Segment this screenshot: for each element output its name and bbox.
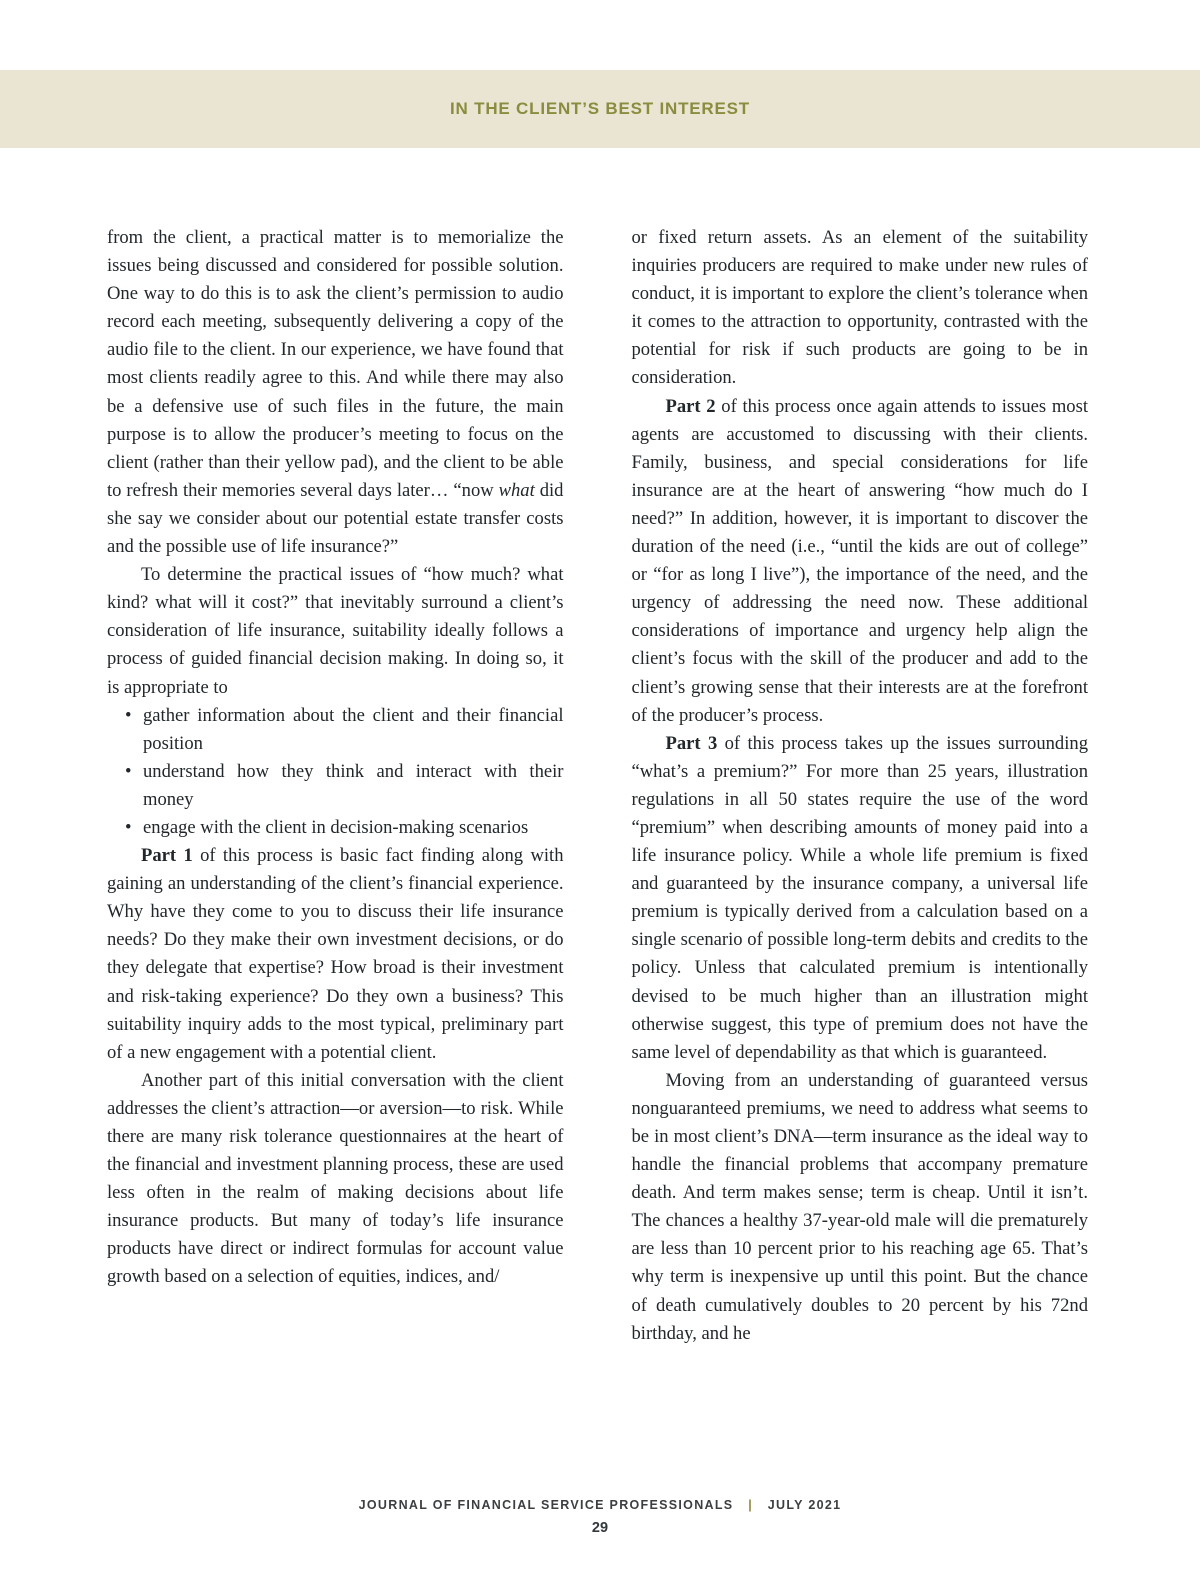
left-column [107, 224, 564, 1348]
paragraph: or fixed return assets. As an element of the suitability inquiries producers are required to make under new rules of conduct, it is important to explore the client’s tolerance when it comes to the attraction to opportunity, contrasted with the potential for risk if such products are going to be in consideration. [631, 227, 1088, 389]
paragraph: Part 2 of this process once again attends to issues most agents are accustomed to discussing with their clients. Family, business, and special considerations for life insurance are at the heart of answering “how much do I need?” In addition, however, it is important to discover the duration of the need (i.e., “until the kids are out of college” or “for as long I live”), the importance of the need, and the urgency of addressing the need now. These additional considerations of importance and urgency help align the client’s focus with the skill of the producer and add to the client’s growing sense that their interests are at the forefront of the producer’s process. [631, 395, 1088, 726]
issue-date: JULY 2021 [767, 1498, 842, 1512]
right-column [632, 224, 1089, 1348]
journal-name: JOURNAL OF FINANCIAL SERVICE PROFESSIONALS [358, 1498, 734, 1512]
bullet-list [121, 702, 564, 842]
paragraph: Part 3 of this process takes up the issues surrounding “what’s a premium?” For more than 25 years, illustration regulations in all 50 states require the use of the word “premium” when describing amounts of money paid into a life insurance policy. While a whole life premium is fixed and guaranteed by the insurance company, a universal life premium is typically derived from a calculation based on a single scenario of possible long-term debits and credits to the policy. Unless that calculated premium is intentionally devised to be much higher than an illustration might otherwise suggest, this type of premium does not have the same level of dependability as that which is guaranteed. [631, 732, 1088, 1063]
paragraph: Another part of this initial conversation with the client addresses the client’s attraction—or aversion—to risk. While there are many risk tolerance questionnaires at the heart of the financial and investment planning process, these are used less often in the realm of making decisions about life insurance products. But many of today’s life insurance products have direct or indirect formulas for account value growth based on a selection of equities, indices, and/ [107, 1069, 564, 1288]
journal-footer-line [0, 1498, 1200, 1512]
section-title: IN THE CLIENT’S BEST INTEREST [450, 99, 750, 118]
bullet-item: • engage with the client in decision-making scenarios [121, 814, 564, 842]
paragraph: To determine the practical issues of “how much? what kind? what will it cost?” that inevitably surround a client’s consideration of life insurance, suitability ideally follows a process of guided financial decision making. In doing so, it is appropriate to [107, 564, 564, 698]
paragraph: from the client, a practical matter is to memorialize the issues being discussed and considered for possible solution. One way to do this is to ask the client’s permission to audio record each meeting, subsequently delivering a copy of the audio file to the client. In our experience, we have found that most clients readily agree to this. And while there may also be a defensive use of such files in the future, the main purpose is to allow the producer’s meeting to focus on the client (rather than their yellow pad), and the client to be able to refresh their memories several days later… “now what did she say we consider about our potential estate transfer costs and the possible use of life insurance?” [107, 227, 564, 558]
page-number: 29 [591, 1520, 609, 1536]
bullet-item: • understand how they think and interact with their money [121, 758, 564, 814]
bullet-item: • gather information about the client and their financial position [121, 702, 564, 758]
page-footer [0, 1498, 1200, 1536]
section-banner [0, 70, 1200, 148]
paragraph: Moving from an understanding of guaranteed versus nonguaranteed premiums, we need to address what seems to be in most client’s DNA—term insurance as the ideal way to handle the financial problems that accompany premature death. And term makes sense; term is cheap. Until it isn’t. The chances a healthy 37-year-old male will die prematurely are less than 10 percent prior to his reaching age 65. That’s why term is inexpensive up until this point. But the chance of death cumulatively doubles to 20 percent by his 72nd birthday, and he [631, 1069, 1088, 1344]
article-body [0, 148, 1200, 1348]
footer-separator: | [748, 1498, 754, 1512]
paragraph: Part 1 of this process is basic fact finding along with gaining an understanding of the client’s financial experience. Why have they come to you to discuss their life insurance needs? Do they make their own investment decisions, or do they delegate that expertise? How broad is their investment and risk-taking experience? Do they own a business? This suitability inquiry adds to the most typical, preliminary part of a new engagement with a potential client. [107, 845, 564, 1063]
